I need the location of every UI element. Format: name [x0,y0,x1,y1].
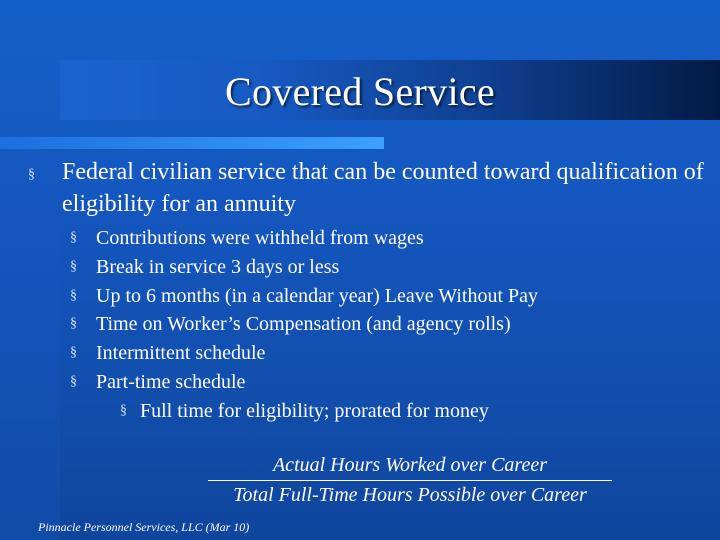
slide-title: Covered Service [225,69,495,114]
slide-footer: Pinnacle Personnel Services, LLC (Mar 10) [38,520,250,534]
bullet-icon: § [28,167,35,182]
sub-bullet [70,310,708,339]
sub-bullet [70,224,708,253]
sub-bullet-text: Part-time schedule [96,370,246,393]
fraction-numerator: Actual Hours Worked over Career [208,452,612,481]
sub-bullet-text: Time on Worker’s Compensation (and agency rolls) [96,313,511,336]
main-bullet-text: Federal civilian service that can be counted toward qualification of eligibility for an annuity [62,159,704,217]
bullet-icon: § [70,230,77,245]
bullet-icon: § [70,258,77,274]
sub-sub-bullet [28,397,708,426]
sub-bullet [70,253,708,282]
bullet-icon: § [70,316,77,332]
sub-sub-bullet-text: Full time for eligibility; prorated for money [140,399,489,422]
bullet-icon: § [120,402,127,418]
sub-bullet-text: Contributions were withheld from wages [96,227,424,249]
main-bullet [28,156,708,220]
bullet-icon: § [70,287,77,303]
sub-bullet-list [28,224,708,397]
service-fraction [180,452,640,509]
sub-bullet-text: Up to 6 months (in a calendar year) Leave Without Pay [96,284,539,307]
accent-bar [0,137,384,149]
bullet-icon: § [70,373,77,389]
sub-bullet-text: Intermittent schedule [96,342,266,365]
slide-content [28,156,708,426]
sub-bullet [70,368,708,397]
sub-bullet [70,339,708,368]
sub-bullet [70,282,708,311]
sub-bullet-text: Break in service 3 days or less [96,255,340,278]
fraction-denominator: Total Full-Time Hours Possible over Career [233,484,587,506]
bullet-icon: § [70,345,77,361]
